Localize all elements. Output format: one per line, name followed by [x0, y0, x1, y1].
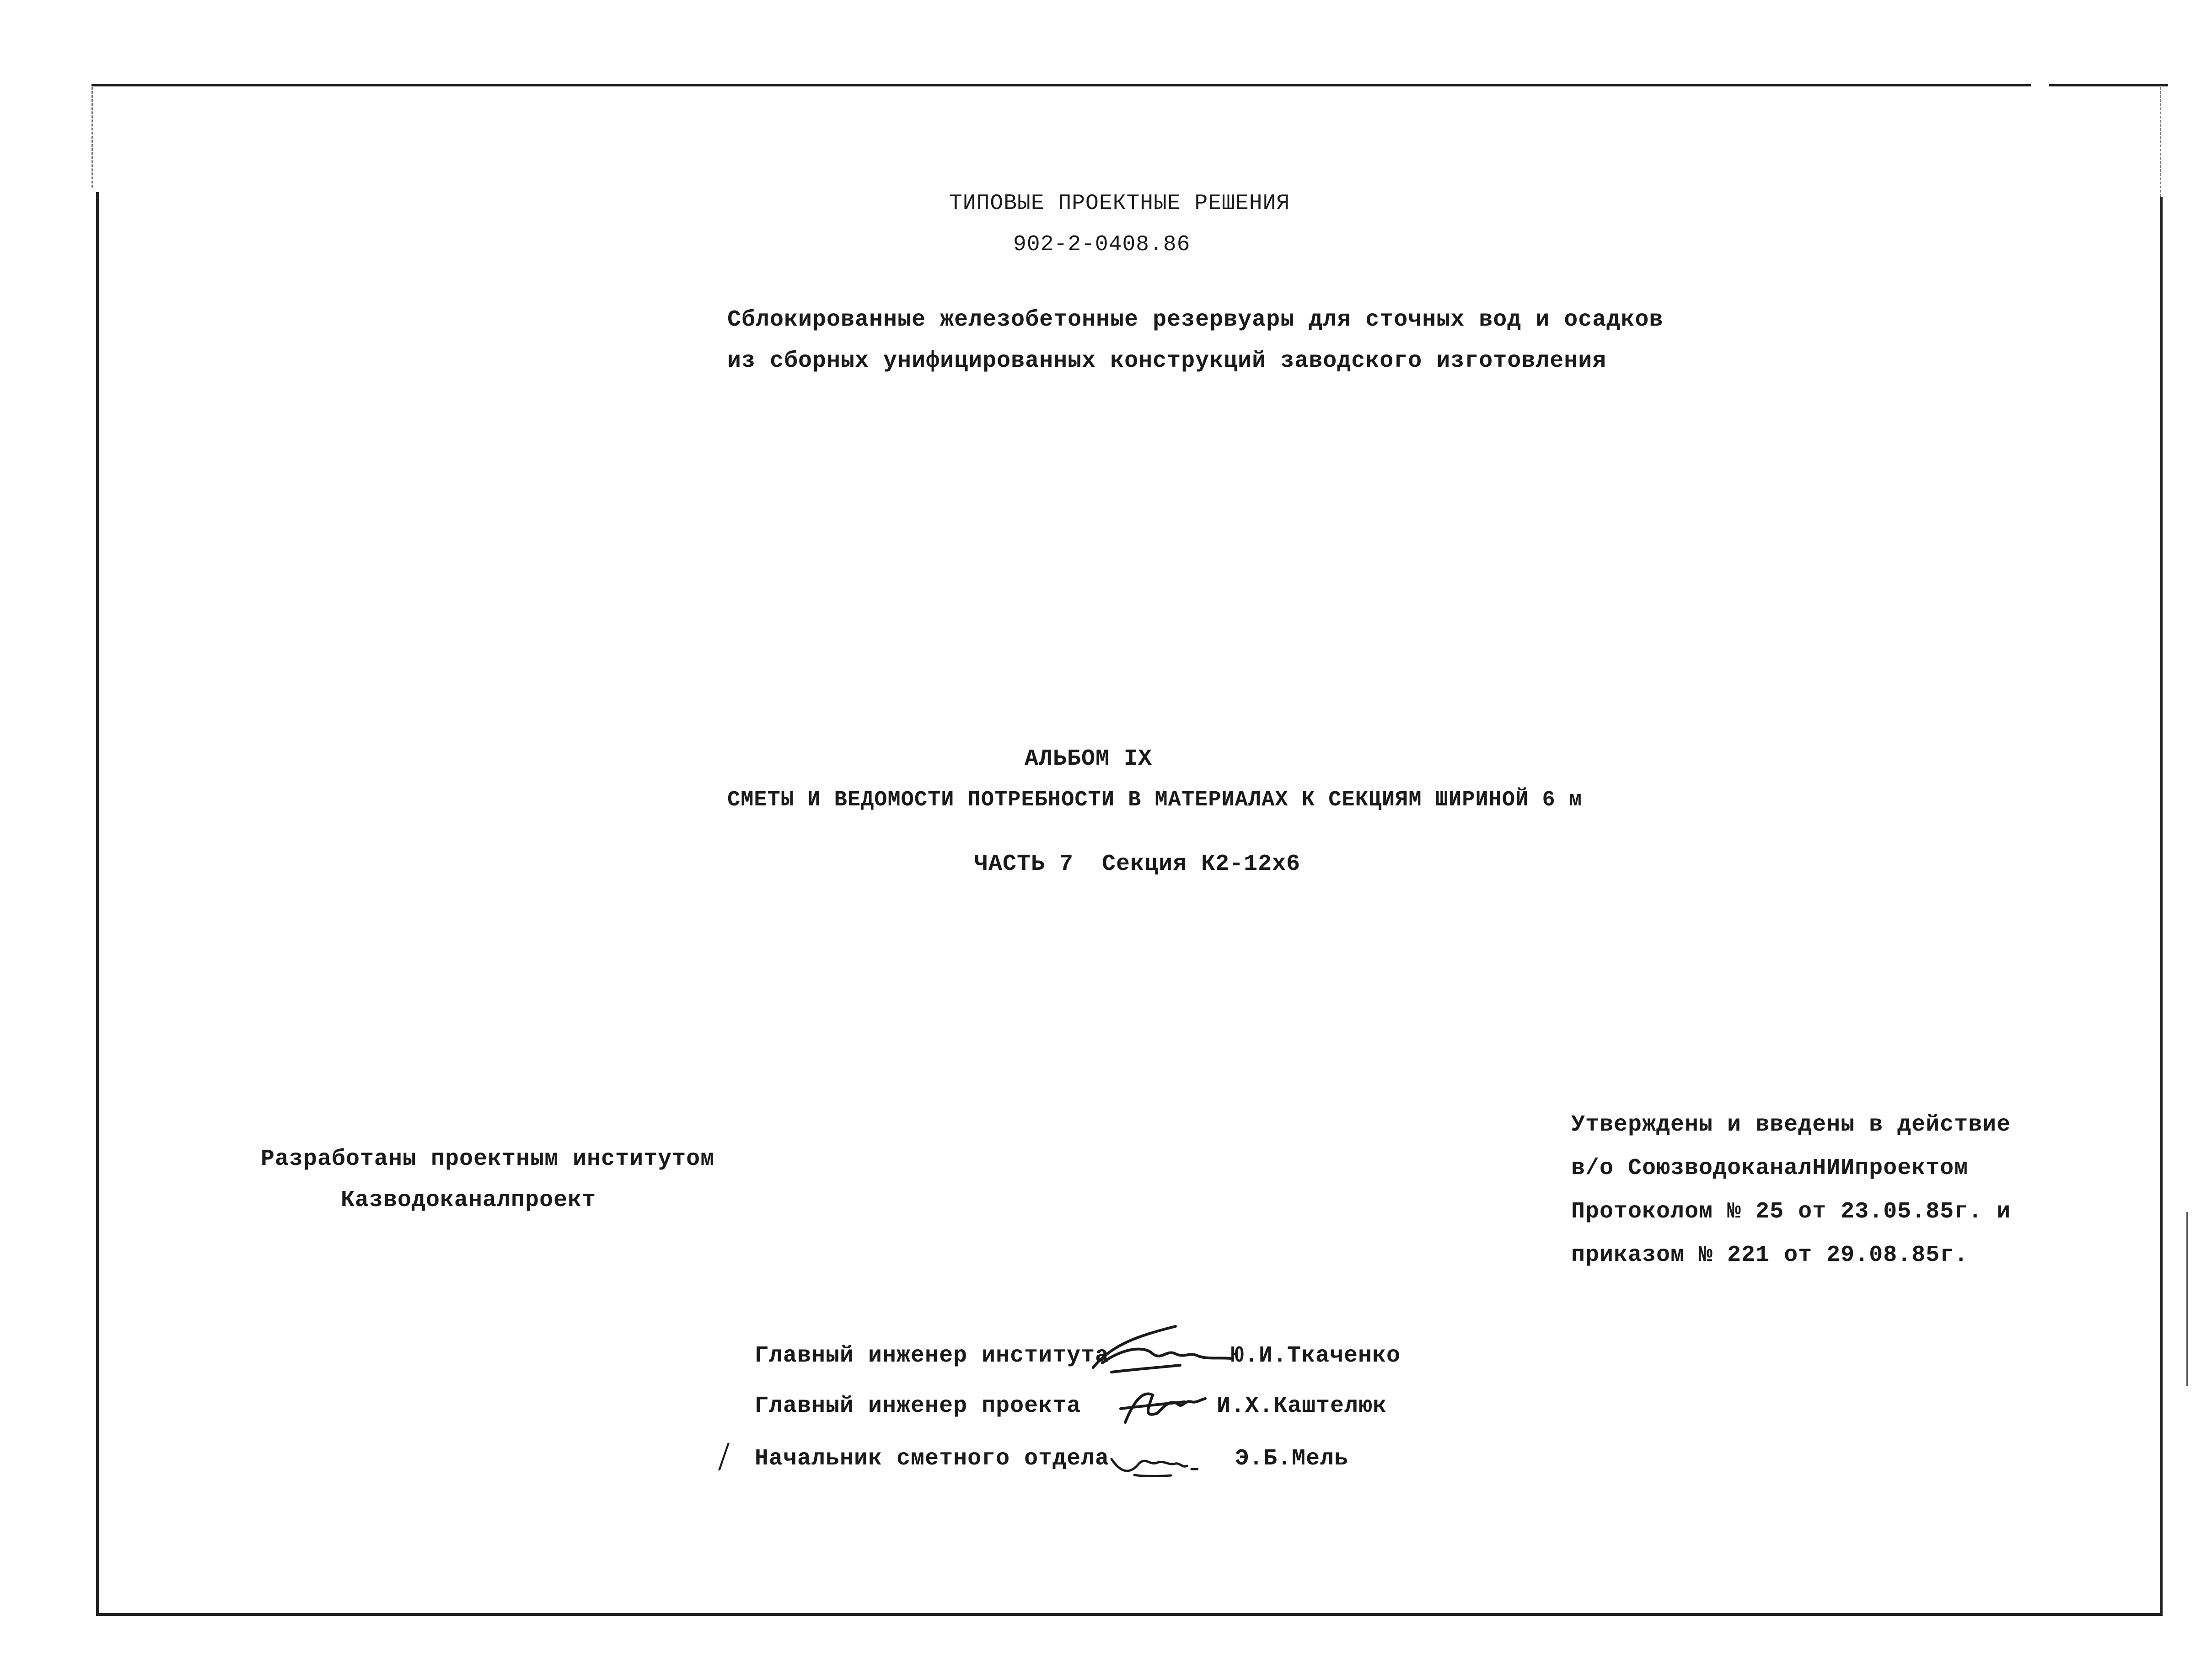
frame-bottom-border — [96, 1613, 2163, 1616]
signatory-role-2: Главный инженер проекта — [755, 1393, 1081, 1419]
signatory-name-3: Э.Б.Мель — [1235, 1446, 1349, 1472]
frame-right-top-border — [2160, 87, 2161, 197]
developer-line-2: Казводоканалпроект — [341, 1187, 596, 1213]
description-line-1: Сблокированные железобетонные резервуары для сточных вод и осадков — [727, 307, 1664, 333]
album-subtitle: СМЕТЫ И ВЕДОМОСТИ ПОТРЕБНОСТИ В МАТЕРИАЛАХ К СЕКЦИЯМ ШИРИНОЙ 6 м — [727, 788, 1583, 812]
signatory-name-2: И.Х.Каштелюк — [1217, 1393, 1387, 1419]
signatory-role-3: Начальник сметного отдела — [755, 1446, 1110, 1472]
signature-chief-engineer-institute — [1084, 1317, 1235, 1381]
approval-line-2: в/о СоюзводоканалНИИпроектом — [1571, 1155, 1969, 1181]
frame-left-border — [96, 192, 99, 1614]
frame-top-border — [91, 84, 2168, 86]
description-line-2: из сборных унифицированных конструкций заводского изготовления — [727, 348, 1607, 374]
signature-head-estimate-department — [1107, 1441, 1198, 1482]
approval-line-3: Протоколом № 25 от 23.05.85г. и — [1571, 1199, 2011, 1225]
frame-right-border — [2160, 197, 2163, 1614]
frame-right-outer-mark — [2186, 1212, 2188, 1386]
album-title: АЛЬБОМ IX — [1025, 746, 1153, 772]
album-part: ЧАСТЬ 7 Секция К2-12х6 — [974, 851, 1301, 877]
frame-left-top-border — [91, 87, 93, 188]
document-code: 902-2-0408.86 — [1013, 232, 1191, 257]
signature-chief-engineer-project — [1116, 1381, 1208, 1432]
frame-top-gap — [2031, 82, 2049, 88]
margin-slash-mark: / — [718, 1434, 730, 1479]
approval-line-4: приказом № 221 от 29.08.85г. — [1571, 1242, 1969, 1268]
approval-line-1: Утверждены и введены в действие — [1571, 1112, 2011, 1138]
signatory-role-1: Главный инженер института — [755, 1343, 1110, 1369]
signatory-name-1: Ю.И.Ткаченко — [1230, 1343, 1401, 1369]
developer-line-1: Разработаны проектным институтом — [261, 1146, 715, 1172]
series-title: ТИПОВЫЕ ПРОЕКТНЫЕ РЕШЕНИЯ — [949, 191, 1290, 216]
